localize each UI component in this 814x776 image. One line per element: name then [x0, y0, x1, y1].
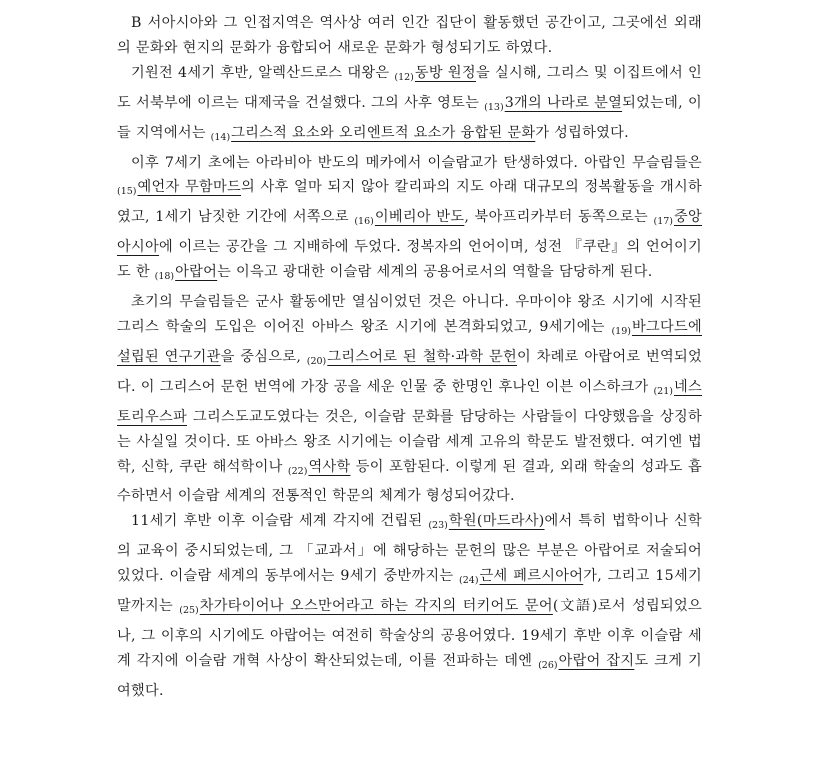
underlined-term: 학원(마드라사): [448, 513, 545, 530]
body-text: 초기의 무슬림들은 군사 활동에만 열심이었던 것은 아니다. 우마이야 왕조 시기에 시작된 그리스 학술의 도입은 이어진 아바스 왕조 시기에 본격화되었고, 9세기에는: [117, 294, 702, 335]
question-number: (18): [154, 271, 175, 283]
underlined-term: 네스토리우스파: [117, 378, 702, 425]
underlined-term: 예언자 무함마드: [137, 179, 242, 196]
question-number: (12): [394, 71, 414, 83]
question-number: (23): [428, 520, 448, 532]
body-text: 이후 7세기 초에는 아라비아 반도의 메카에서 이슬람교가 탄생하였다. 아랍인 무슬림들은: [131, 154, 702, 171]
body-text: (文語)로서 성립되었으나, 그 이후의 시기에도 아랍어는 여전히 학술상의 공용어였다. 19세기 후반 이후 이슬람 세계 각지에 이슬람 개혁 사상이 확산되었는데, 이를 전파하는 데엔: [117, 598, 702, 669]
underlined-term: 동방 원정: [414, 64, 476, 81]
body-text: 이 차례로 아랍어로 번역되었다. 이 그리스어 문헌 번역에 가장 공을 세운 인물 중 한명인 후나인 이븐 이스하크가: [117, 348, 702, 395]
paragraph-translation: [117, 290, 702, 509]
paragraph-alexander: [117, 61, 702, 151]
body-text: 는 이윽고 광대한 이슬람 세계의 공용어로서의 역할을 담당하게 된다.: [217, 264, 653, 281]
body-text: 의 사후 얼마 되지 않아 칼리파의 지도 아래 대규모의 정복활동을 개시하였고, 1세기 남짓한 기간에 서쪽으로: [117, 179, 702, 226]
paragraph-islam-expansion: [117, 151, 702, 291]
paragraph-b-intro: [117, 11, 702, 61]
underlined-term: 이베리아 반도: [374, 209, 465, 226]
body-text: 11세기 후반 이후 이슬람 세계 각지에 건립된: [131, 513, 429, 530]
body-text: 되었는데, 이들 지역에서는: [117, 94, 702, 141]
underlined-term: 중앙아시아: [117, 209, 703, 256]
body-text: 등이 포함된다. 이렇게 된 결과, 외래 학술의 성과도 흡수하면서 이슬람 세계의 전통적인 학문의 체계가 형성되어갔다.: [117, 458, 702, 505]
underlined-term: 그리스어로 된 철학·과학 문헌: [327, 348, 518, 365]
body-text: 가, 그리고 15세기 말까지는: [117, 568, 702, 615]
question-number: (16): [354, 216, 374, 228]
body-text: 을 중심으로,: [220, 348, 307, 365]
underlined-term: 3개의 나라로 분열: [504, 94, 623, 111]
question-number: (14): [210, 131, 231, 143]
body-text: B 서아시아와 그 인접지역은 역사상 여러 인간 집단이 활동했던 공간이고, 그곳에선 외래의 문화와 현지의 문화가 융합되어 새로운 문화가 형성되기도 하였다.: [117, 15, 702, 56]
paragraph-madrasa: [117, 509, 702, 703]
question-number: (13): [484, 101, 504, 113]
body-text: 에 이르는 공간을 그 지배하에 두었다. 정복자의 언어이며, 성전 『쿠란』의 언어이기도 한: [117, 239, 702, 281]
underlined-term: 그리스적 요소와 오리엔트적 요소가 융합된 문화: [231, 124, 536, 141]
body-text: 가 성립하였다.: [535, 124, 629, 141]
body-text: 그리스도교도였다는 것은, 이슬람 문화를 담당하는 사람들이 다양했음을 상징하는 사실일 것이다. 또 아바스 왕조 시기에는 이슬람 세계 고유의 학문도 발전했다. 여기엔 법학, 신학, 쿠란 해석학이나: [117, 408, 702, 475]
question-number: (20): [306, 355, 327, 367]
question-number: (24): [459, 575, 479, 587]
underlined-term: 아랍어: [175, 264, 218, 281]
body-text: 도 크게 기여했다.: [117, 652, 703, 699]
underlined-term: 역사학: [308, 458, 351, 475]
underlined-term: 차가타이어나 오스만어라고 하는 각지의 터키어도 문어: [199, 598, 553, 615]
question-number: (25): [179, 605, 199, 617]
body-text: 기원전 4세기 후반, 알렉산드로스 대왕은: [131, 64, 395, 81]
body-text: , 북아프리카부터 동쪽으로는: [464, 209, 654, 226]
question-number: (17): [653, 216, 673, 228]
body-text: 을 실시해, 그리스 및 이집트에서 인도 서북부에 이르는 대제국을 건설했다. 그의 사후 영토는: [117, 64, 702, 111]
underlined-term: 바그다드에 설립된 연구기관: [117, 318, 702, 365]
question-number: (22): [287, 465, 308, 477]
question-number: (26): [538, 659, 558, 671]
question-number: (19): [611, 325, 631, 337]
question-number: (15): [117, 186, 137, 198]
underlined-term: 아랍어 잡지: [558, 652, 635, 669]
body-text: 에서 특히 법학이나 신학의 교육이 중시되었는데, 그 「교과서」에 해당하는 문헌의 많은 부분은 아랍어로 저술되어 있었다. 이슬람 세계의 동부에서는 9세기 중반까지는: [117, 513, 702, 585]
underlined-term: 근세 페르시아어: [479, 568, 584, 585]
question-number: (21): [653, 385, 673, 397]
